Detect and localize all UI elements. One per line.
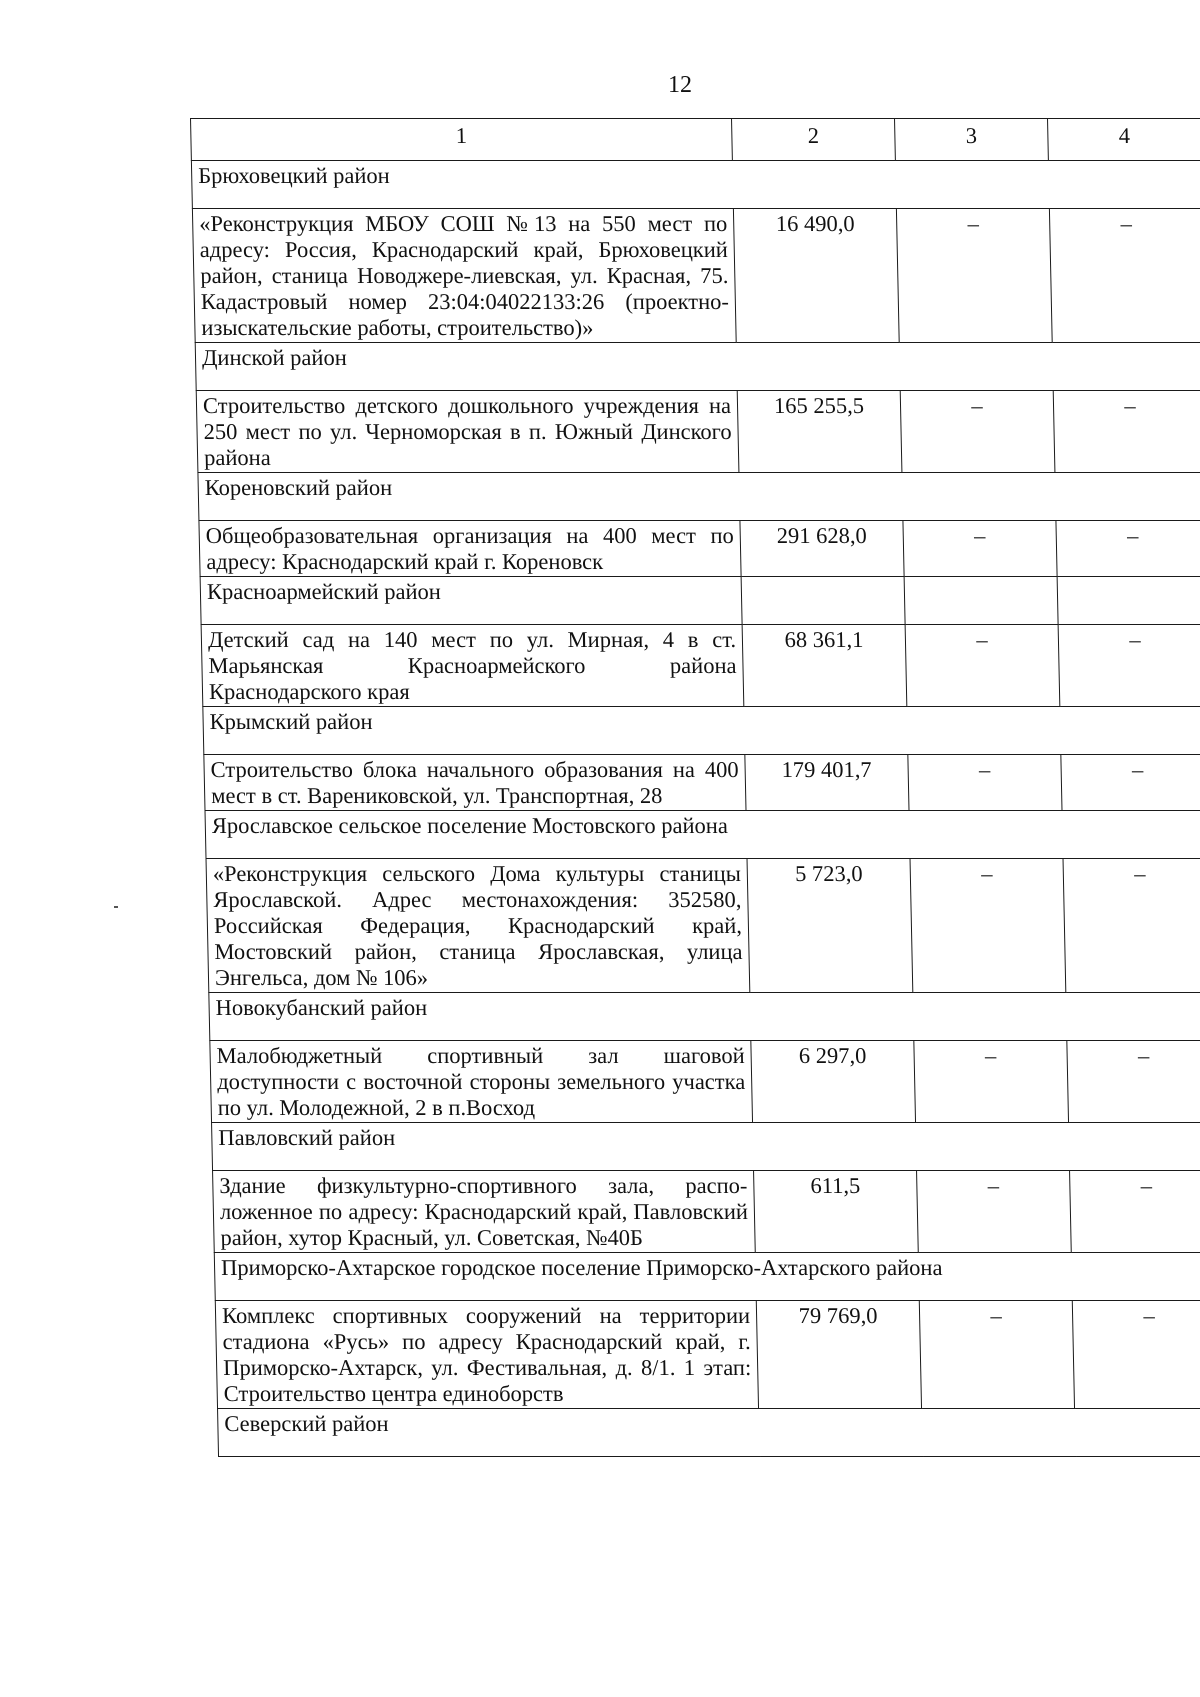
object-col4-value: – xyxy=(1061,755,1200,811)
empty-cell xyxy=(1057,577,1200,625)
district-name: Красноармейский район xyxy=(200,577,742,625)
object-description: «Реконструкция МБОУ СОШ №13 на 550 мест по адресу: Россия, Краснодарский край, Брюховецкий район, станица Новоджере-лиевская, ул. Красная, 75. Кадастровый номер 23:04:04022133:26 (проектно-изыскательские работы, строительство)» xyxy=(192,209,736,343)
header-col-1: 1 xyxy=(191,119,733,161)
object-description: Строительство детского дошкольного учреждения на 250 мест по ул. Черноморская в п. Южный Динского района xyxy=(196,391,739,473)
district-name: Динской район xyxy=(195,343,1200,391)
object-amount: 16 490,0 xyxy=(733,209,899,343)
object-row xyxy=(204,755,1200,811)
object-col4-value: – xyxy=(1058,625,1200,707)
empty-cell xyxy=(741,577,905,625)
object-col4-value: – xyxy=(1053,391,1200,473)
object-row xyxy=(213,1171,1200,1253)
object-amount: 179 401,7 xyxy=(745,755,909,811)
district-row xyxy=(212,1123,1200,1171)
district-row xyxy=(195,343,1200,391)
table-header-row xyxy=(191,119,1200,161)
object-col4-value: – xyxy=(1056,521,1200,577)
district-name: Кореновский район xyxy=(198,473,1200,521)
object-amount: 611,5 xyxy=(754,1171,919,1253)
object-col3-value: – xyxy=(908,755,1062,811)
object-col3-value: – xyxy=(900,391,1055,473)
object-row xyxy=(201,625,1200,707)
district-name: Приморско-Ахтарское городское поселение Приморско-Ахтарского района xyxy=(214,1253,1200,1301)
object-col4-value: – xyxy=(1049,209,1200,343)
header-col-3: 3 xyxy=(895,119,1049,161)
object-col3-value: – xyxy=(896,209,1052,343)
table-body xyxy=(191,119,1200,1457)
object-row xyxy=(206,859,1200,993)
district-row xyxy=(198,473,1200,521)
object-col4-value: – xyxy=(1070,1171,1200,1253)
district-name: Брюховецкий район xyxy=(191,161,1200,209)
district-row xyxy=(205,811,1200,859)
object-amount: 291 628,0 xyxy=(740,521,904,577)
object-description: Общеобразовательная организация на 400 мест по адресу: Краснодарский край г. Кореновск xyxy=(199,521,741,577)
object-row xyxy=(192,209,1200,343)
district-row xyxy=(209,993,1200,1041)
district-row xyxy=(191,161,1200,209)
object-row xyxy=(196,391,1200,473)
header-col-2: 2 xyxy=(732,119,896,161)
object-description: Малобюджетный спортивный зал шаговой доступности с восточной стороны земельного участка по ул. Молодежной, 2 в п.Восход xyxy=(210,1041,753,1123)
district-name: Крымский район xyxy=(203,707,1200,755)
district-name: Северский район xyxy=(218,1409,1200,1457)
object-row xyxy=(199,521,1200,577)
object-col4-value: – xyxy=(1063,859,1200,993)
district-row xyxy=(218,1409,1200,1457)
object-amount: 165 255,5 xyxy=(737,391,902,473)
district-name: Ярославское сельское поселение Мостовского района xyxy=(205,811,1200,859)
object-description: Строительство блока начального образования на 400 мест в ст. Варениковской, ул. Транспортная, 28 xyxy=(204,755,746,811)
object-description: «Реконструкция сельского Дома культуры станицы Ярославской. Адрес местонахождения: 352580, Российская Федерация, Краснодарский край, Мостовский район, станица Ярославская, улица Энгельса, дом № 106» xyxy=(206,859,750,993)
object-amount: 68 361,1 xyxy=(742,625,907,707)
object-row xyxy=(210,1041,1200,1123)
object-col3-value: – xyxy=(903,521,1057,577)
object-description: Детский сад на 140 мест по ул. Мирная, 4 в ст. Марьянская Красноармейского района Краснодарского края xyxy=(201,625,744,707)
page-number: 12 xyxy=(668,72,692,98)
object-description: Здание физкультурно-спортивного зала, распо-ложенное по адресу: Краснодарский край, Павловский район, хутор Красный, ул. Советская, №40Б xyxy=(213,1171,756,1253)
district-name: Павловский район xyxy=(212,1123,1200,1171)
district-name: Новокубанский район xyxy=(209,993,1200,1041)
object-col3-value: – xyxy=(905,625,1060,707)
district-row xyxy=(214,1253,1200,1301)
object-col3-value: – xyxy=(917,1171,1072,1253)
object-col3-value: – xyxy=(919,1301,1074,1409)
object-description: Комплекс спортивных сооружений на территории стадиона «Русь» по адресу Краснодарский край, г. Приморско-Ахтарск, ул. Фестивальная, д. 8/1. 1 этап: Строительство центра единоборств xyxy=(215,1301,758,1409)
object-col3-value: – xyxy=(914,1041,1069,1123)
object-amount: 79 769,0 xyxy=(756,1301,921,1409)
object-amount: 6 297,0 xyxy=(751,1041,916,1123)
header-col-4: 4 xyxy=(1048,119,1200,161)
scan-artifact-dot xyxy=(114,906,118,908)
object-row xyxy=(215,1301,1200,1409)
district-row xyxy=(203,707,1200,755)
object-col4-value: – xyxy=(1072,1301,1200,1409)
district-row xyxy=(200,577,1200,625)
empty-cell xyxy=(904,577,1058,625)
object-col3-value: – xyxy=(910,859,1066,993)
object-amount: 5 723,0 xyxy=(747,859,913,993)
object-col4-value: – xyxy=(1067,1041,1200,1123)
funding-table xyxy=(190,118,1200,1457)
